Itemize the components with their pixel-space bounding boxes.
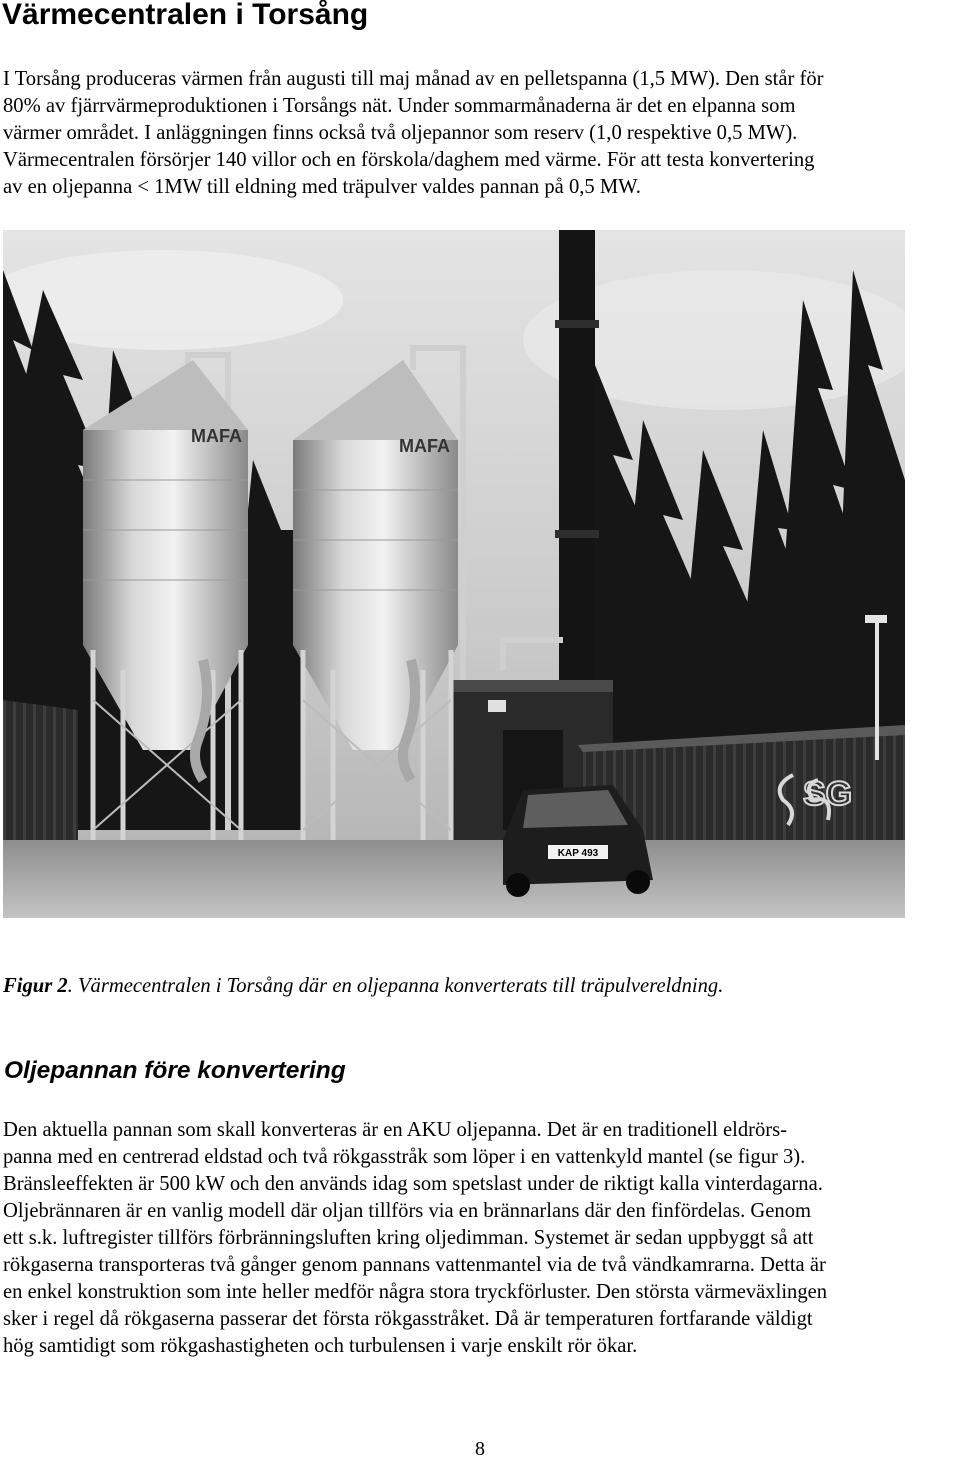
body-paragraph [3,1117,827,1360]
graffiti-text: SG [803,775,853,813]
intro-line: I Torsång produceras värmen från augusti till maj månad av en pelletspanna (1,5 MW). Den står för [3,68,824,90]
ground [3,840,905,918]
intro-line: av en oljepanna < 1MW till eldning med träpulver valdes pannan på 0,5 MW. [3,176,641,198]
license-plate: KAP 493 [557,848,599,859]
body-line: hög samtidigt som rökgashastigheten och turbulensen i varje enskilt rör ökar. [3,1335,638,1357]
body-line: Den aktuella pannan som skall konverteras är en AKU oljepanna. Det är en traditionell eldrörs- [3,1119,788,1141]
figure-label: Figur 2 [3,975,68,997]
body-line: rökgaserna transporteras två gånger genom pannans vattenmantel via de två vändkamrarna. Detta är [3,1254,826,1276]
body-line: panna med en centrerad eldstad och två rökgasstråk som löper i en vattenkyld mantel (se figur 3). [3,1146,806,1168]
silo-brand: MAFA [399,436,450,456]
chimney [555,230,599,750]
page-number: 8 [475,1438,485,1460]
intro-line: 80% av fjärrvärmeproduktionen i Torsångs nät. Under sommarmånaderna är det en elpanna som [3,95,796,117]
body-line: sker i regel då rökgaserna passerar det första rökgasstråket. Då är temperaturen fortfarande väldigt [3,1308,813,1330]
intro-line: värmer området. I anläggningen finns också två oljepannor som reserv (1,0 respektive 0,5 MW). [3,122,798,144]
body-line: Bränsleeffekten är 500 kW och den används idag som spetslast under de riktigt kalla vinterdagarna. [3,1173,823,1195]
intro-paragraph [3,66,824,201]
section-heading: Oljepannan före konvertering [4,1057,346,1084]
heating-plant-photo [3,230,905,918]
figure-caption [3,972,723,1000]
figure-caption-text: . Värmecentralen i Torsång där en oljepanna konverterats till träpulvereldning. [67,975,724,997]
body-line: ett s.k. luftregister tillförs förbränningsluften kring oljedimman. Systemet är sedan uppbyggt så att [3,1227,814,1249]
silo-brand: MAFA [191,426,242,446]
body-line: en enkel konstruktion som inte heller medför några stora tryckförluster. Den största värmeväxlingen [3,1281,828,1303]
body-line: Oljebrännaren är en vanlig modell där oljan tillförs via en brännarlans där den finfördelas. Genom [3,1200,812,1222]
intro-line: Värmecentralen försörjer 140 villor och en förskola/daghem med värme. För att testa konvertering [3,149,815,171]
page-title: Värmecentralen i Torsång [2,0,369,31]
